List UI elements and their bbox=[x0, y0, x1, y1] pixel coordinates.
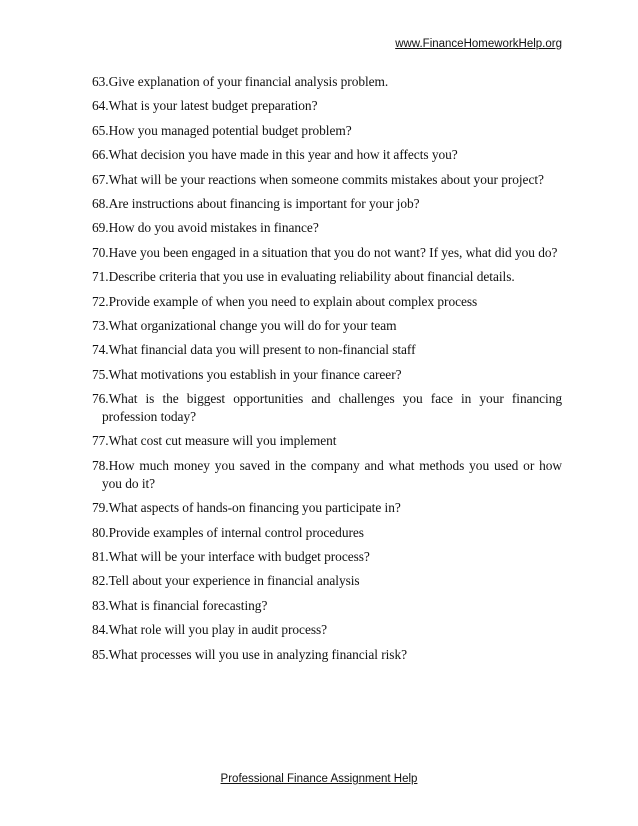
question-item: 76.What is the biggest opportunities and challenges you face in your financing profession today? bbox=[92, 391, 562, 425]
question-list bbox=[92, 73, 562, 670]
question-item: 72.Provide example of when you need to explain about complex process bbox=[92, 293, 478, 309]
question-item: 77.What cost cut measure will you implement bbox=[92, 433, 337, 449]
question-item: 74.What financial data you will present to non-financial staff bbox=[92, 342, 416, 358]
question-item: 70.Have you been engaged in a situation that you do not want? If yes, what did you do? bbox=[92, 244, 558, 260]
question-item: 82.Tell about your experience in financial analysis bbox=[92, 573, 360, 589]
question-item: 68.Are instructions about financing is important for your job? bbox=[92, 195, 420, 211]
question-item: 69.How do you avoid mistakes in finance? bbox=[92, 220, 319, 236]
question-item: 73.What organizational change you will do for your team bbox=[92, 317, 397, 333]
question-item: 71.Describe criteria that you use in evaluating reliability about financial details. bbox=[92, 269, 515, 285]
footer-assignment-help-link[interactable]: Professional Finance Assignment Help bbox=[220, 773, 418, 785]
question-item: 81.What will be your interface with budget process? bbox=[92, 549, 370, 565]
question-item: 63.Give explanation of your financial analysis problem. bbox=[92, 74, 389, 89]
question-item: 83.What is financial forecasting? bbox=[92, 597, 268, 613]
question-item: 64.What is your latest budget preparation? bbox=[92, 98, 318, 114]
header-website-link[interactable]: www.FinanceHomeworkHelp.org bbox=[395, 38, 562, 50]
question-item: 84.What role will you play in audit process? bbox=[92, 622, 328, 638]
question-item: 85.What processes will you use in analyzing financial risk? bbox=[92, 646, 407, 662]
question-item: 66.What decision you have made in this year and how it affects you? bbox=[92, 147, 458, 163]
footer-container bbox=[0, 773, 638, 785]
question-item: 67.What will be your reactions when someone commits mistakes about your project? bbox=[92, 171, 544, 187]
question-item: 79.What aspects of hands-on financing you participate in? bbox=[92, 500, 401, 516]
question-item: 75.What motivations you establish in your finance career? bbox=[92, 366, 402, 382]
question-item: 65.How you managed potential budget problem? bbox=[92, 122, 352, 138]
question-item: 78.How much money you saved in the company and what methods you used or how you do it? bbox=[92, 457, 562, 491]
question-item: 80.Provide examples of internal control procedures bbox=[92, 524, 364, 540]
